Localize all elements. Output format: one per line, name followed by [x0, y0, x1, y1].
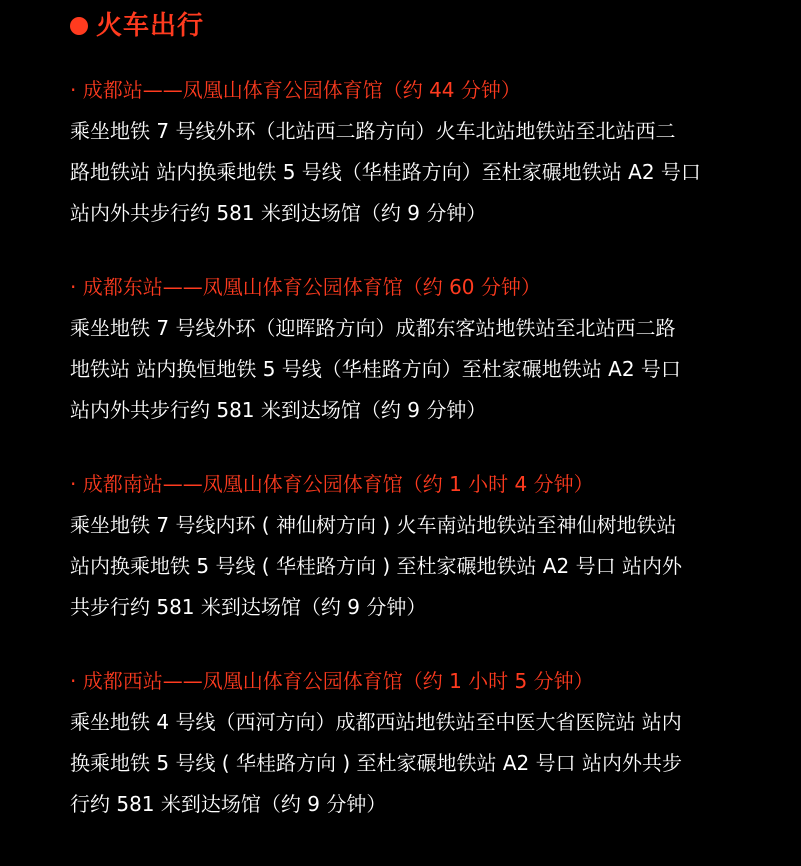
route-title: · 成都西站——凤凰山体育公园体育馆（约 1 小时 5 分钟） — [70, 669, 594, 693]
route-description-line: 乘坐地铁 7 号线外环（北站西二路方向）火车北站地铁站至北站西二 — [70, 119, 676, 143]
route-item — [70, 269, 770, 428]
route-description-line: 乘坐地铁 7 号线外环（迎晖路方向）成都东客站地铁站至北站西二路 — [70, 316, 676, 340]
route-list — [70, 72, 770, 860]
route-description-line: 站内换乘地铁 5 号线 ( 华桂路方向 ) 至杜家碾地铁站 A2 号口 站内外 — [70, 554, 682, 578]
route-description-line: 路地铁站 站内换乘地铁 5 号线（华桂路方向）至杜家碾地铁站 A2 号口 — [70, 160, 701, 184]
route-item — [70, 663, 770, 822]
route-description-line: 站内外共步行约 581 米到达场馆（约 9 分钟） — [70, 201, 487, 225]
route-description-line: 地铁站 站内换恒地铁 5 号线（华桂路方向）至杜家碾地铁站 A2 号口 — [70, 357, 681, 381]
route-title: · 成都南站——凤凰山体育公园体育馆（约 1 小时 4 分钟） — [70, 472, 594, 496]
route-description-line: 乘坐地铁 7 号线内环 ( 神仙树方向 ) 火车南站地铁站至神仙树地铁站 — [70, 513, 677, 537]
route-title: · 成都东站——凤凰山体育公园体育馆（约 60 分钟） — [70, 275, 541, 299]
route-description-line: 乘坐地铁 4 号线（西河方向）成都西站地铁站至中医大省医院站 站内 — [70, 710, 682, 734]
route-description-line: 换乘地铁 5 号线 ( 华桂路方向 ) 至杜家碾地铁站 A2 号口 站内外共步 — [70, 751, 682, 775]
route-title: · 成都站——凤凰山体育公园体育馆（约 44 分钟） — [70, 78, 521, 102]
route-description-line: 行约 581 米到达场馆（约 9 分钟） — [70, 792, 387, 816]
section-title: 火车出行 — [96, 11, 205, 41]
bullet-dot-icon — [70, 17, 88, 35]
route-item — [70, 72, 770, 231]
route-description-line: 站内外共步行约 581 米到达场馆（约 9 分钟） — [70, 398, 487, 422]
route-item — [70, 466, 770, 625]
route-description-line: 共步行约 581 米到达场馆（约 9 分钟） — [70, 595, 427, 619]
section-header — [70, 8, 204, 44]
